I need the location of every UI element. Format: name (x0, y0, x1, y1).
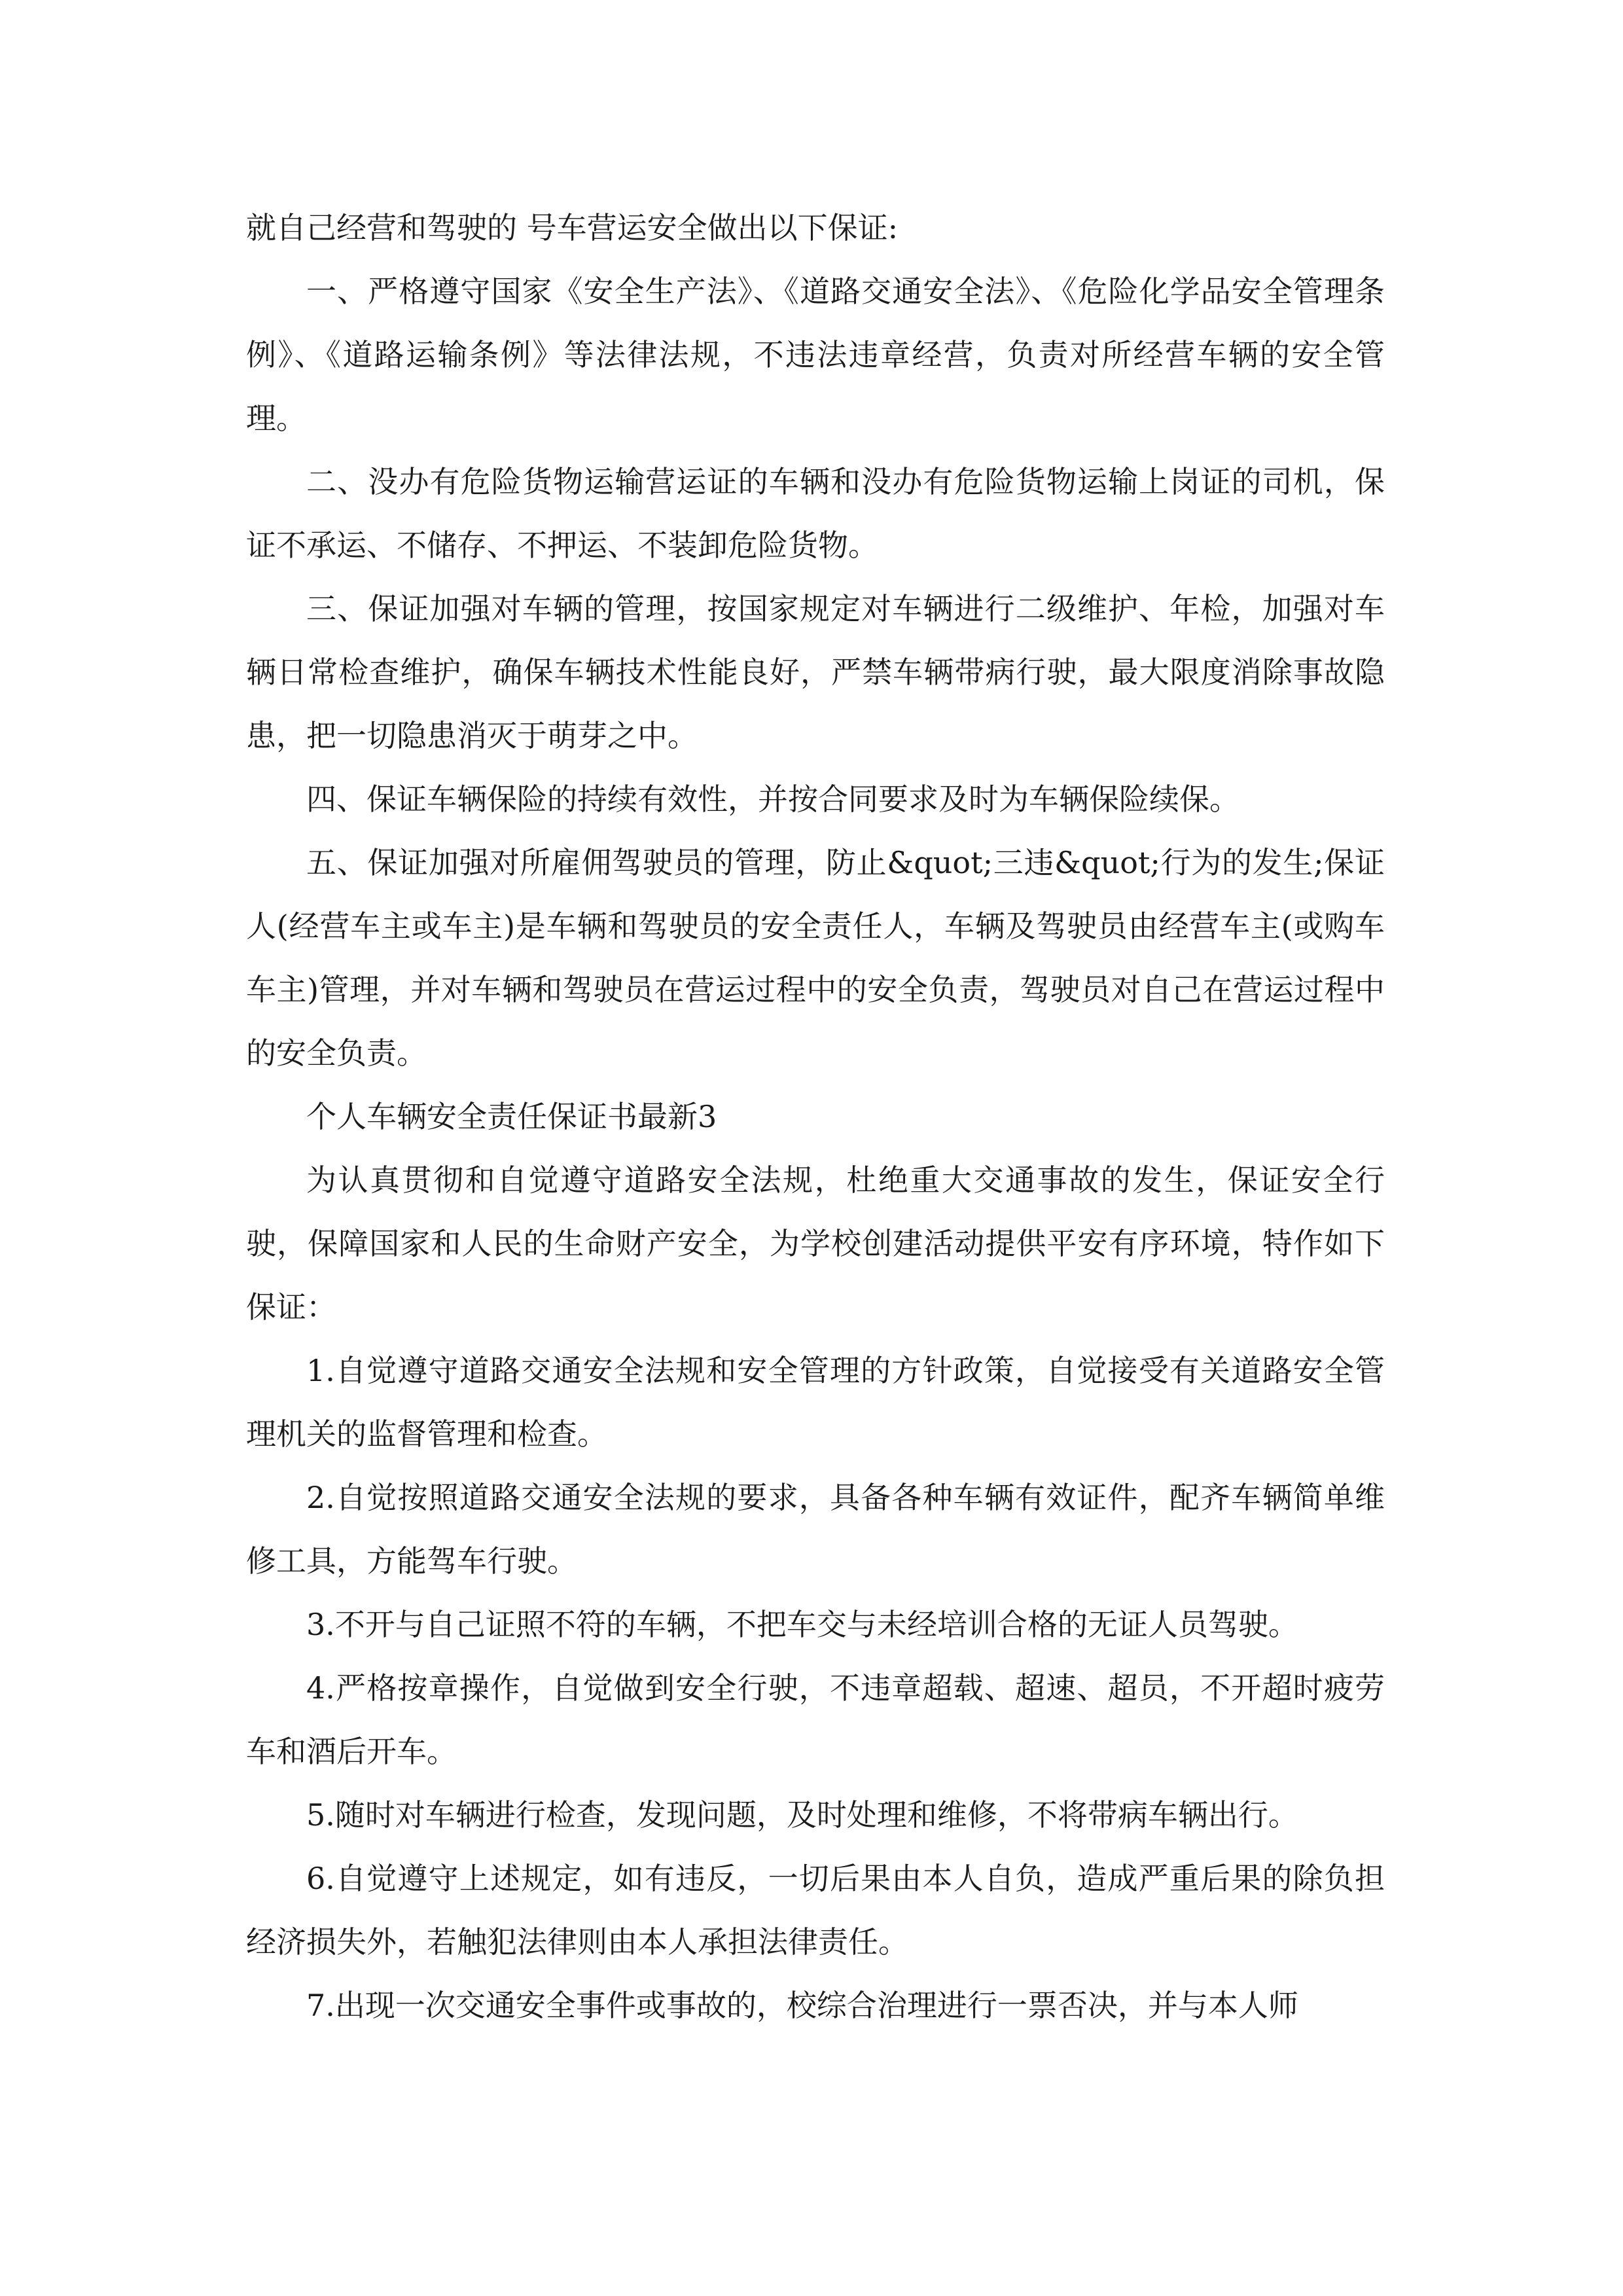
paragraph-clause-3: 三、保证加强对车辆的管理，按国家规定对车辆进行二级维护、年检，加强对车辆日常检查维护，确保车辆技术性能良好，严禁车辆带病行驶，最大限度消除事故隐患，把一切隐患消灭于萌芽之中。 (246, 591, 1385, 753)
paragraph-clause-1: 一、严格遵守国家《安全生产法》、《道路交通安全法》、《危险化学品安全管理条例》、《道路运输条例》等法律法规，不违法违章经营，负责对所经营车辆的安全管理。 (246, 274, 1385, 436)
numbered-item-3: 3.不开与自己证照不符的车辆，不把车交与未经培训合格的无证人员驾驶。 (306, 1607, 1298, 1642)
paragraph-clause-4: 四、保证车辆保险的持续有效性，并按合同要求及时为车辆保险续保。 (306, 781, 1240, 817)
numbered-item-4: 4.严格按章操作，自觉做到安全行驶，不违章超载、超速、超员，不开超时疲劳车和酒后开车。 (246, 1670, 1385, 1769)
numbered-item-2: 2.自觉按照道路交通安全法规的要求，具备各种车辆有效证件，配齐车辆简单维修工具，方能驾车行驶。 (246, 1480, 1385, 1579)
document-body (246, 196, 1385, 2037)
numbered-item-5: 5.随时对车辆进行检查，发现问题，及时处理和维修，不将带病车辆出行。 (306, 1797, 1298, 1833)
paragraph-clause-5: 五、保证加强对所雇佣驾驶员的管理，防止&quot;三违&quot;行为的发生;保证人(经营车主或车主)是车辆和驾驶员的安全责任人，车辆及驾驶员由经营车主(或购车车主)管理，并对车辆和驾驶员在营运过程中的安全负责，驾驶员对自己在营运过程中的安全负责。 (246, 845, 1385, 1071)
numbered-item-1: 1.自觉遵守道路交通安全法规和安全管理的方针政策，自觉接受有关道路安全管理机关的监督管理和检查。 (246, 1353, 1385, 1452)
intro-paragraph: 就自己经营和驾驶的 号车营运安全做出以下保证: (246, 210, 899, 245)
section-heading: 个人车辆安全责任保证书最新3 (306, 1099, 717, 1134)
paragraph-clause-2: 二、没办有危险货物运输营运证的车辆和没办有危险货物运输上岗证的司机，保证不承运、不储存、不押运、不装卸危险货物。 (246, 464, 1385, 563)
section-intro-paragraph: 为认真贯彻和自觉遵守道路安全法规，杜绝重大交通事故的发生，保证安全行驶，保障国家和人民的生命财产安全，为学校创建活动提供平安有序环境，特作如下保证： (246, 1162, 1385, 1325)
numbered-item-6: 6.自觉遵守上述规定，如有违反，一切后果由本人自负，造成严重后果的除负担经济损失外，若触犯法律则由本人承担法律责任。 (246, 1861, 1385, 1960)
numbered-item-7: 7.出现一次交通安全事件或事故的，校综合治理进行一票否决，并与本人师 (306, 1988, 1298, 2023)
